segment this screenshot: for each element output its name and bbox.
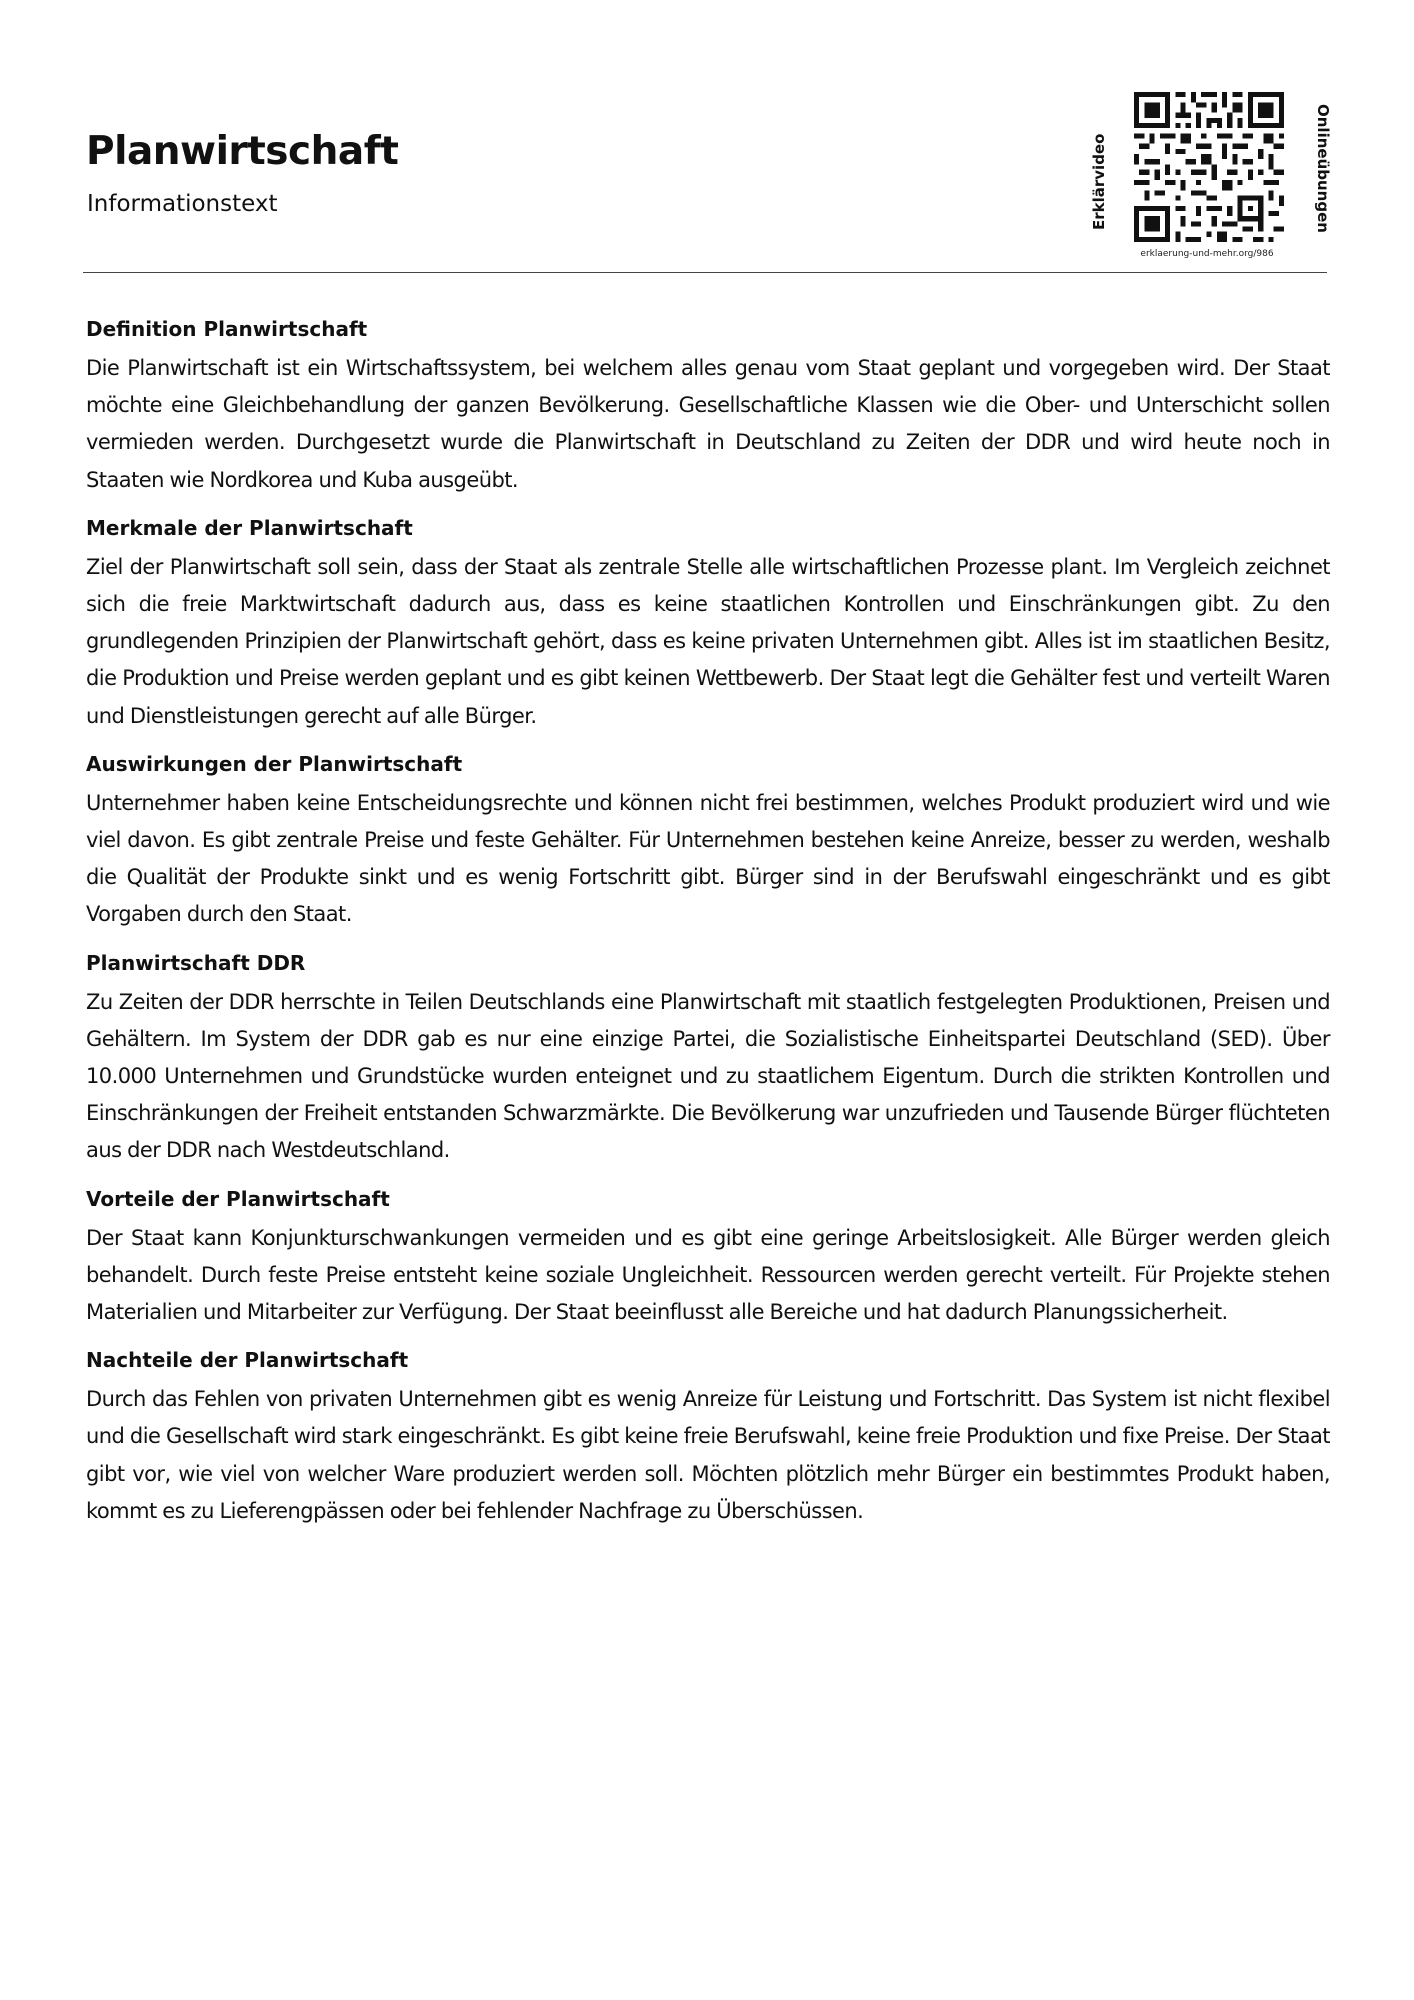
section-ddr	[86, 948, 1330, 1170]
section-vorteile	[86, 1184, 1330, 1332]
section-definition	[86, 314, 1330, 499]
section-nachteile	[86, 1345, 1330, 1530]
section-body: Zu Zeiten der DDR herrschte in Teilen Deutschlands eine Planwirtschaft mit staatlich festgelegten Produktionen, Preisen und Gehältern. Im System der DDR gab es nur eine einzige Partei, die Sozialistische Einheitspartei Deutschland (SED). Über 10.000 Unternehmen und Grundstücke wurden enteignet und zu staatlichem Eigentum. Durch die strikten Kontrollen und Einschränkungen der Freiheit entstanden Schwarzmärkte. Die Bevölkerung war unzufrieden und Tausende Bürger flüchteten aus der DDR nach Westdeutschland.	[86, 989, 1330, 1163]
main-content	[86, 314, 1330, 1544]
qr-url-caption: erklaerung-und-mehr.org/986	[1140, 249, 1274, 259]
section-heading: Planwirtschaft DDR	[86, 950, 306, 975]
section-body: Unternehmer haben keine Entscheidungsrechte und können nicht frei bestimmen, welches Produkt produziert wird und wie viel davon. Es gibt zentrale Preise und feste Gehälter. Für Unternehmen bestehen keine Anreize, besser zu werden, weshalb die Qualität der Produkte sinkt und es wenig Fortschritt gibt. Bürger sind in der Berufswahl eingeschränkt und es gibt Vorgaben durch den Staat.	[86, 790, 1330, 927]
section-merkmale	[86, 513, 1330, 735]
page-subtitle: Informationstext	[87, 191, 278, 217]
page-title: Planwirtschaft	[86, 129, 399, 174]
section-auswirkungen	[86, 749, 1330, 934]
section-body: Der Staat kann Konjunkturschwankungen vermeiden und es gibt eine geringe Arbeitslosigkeit. Alle Bürger werden gleich behandelt. Durch feste Preise entsteht keine soziale Ungleichheit. Ressourcen werden gerecht verteilt. Für Projekte stehen Materialien und Mitarbeiter zur Verfügung. Der Staat beeinflusst alle Bereiche und hat dadurch Planungssicherheit.	[86, 1225, 1330, 1325]
section-body: Ziel der Planwirtschaft soll sein, dass der Staat als zentrale Stelle alle wirtschaftlichen Prozesse plant. Im Vergleich zeichnet sich die freie Marktwirtschaft dadurch aus, dass es keine staatlichen Kontrollen und Einschränkungen gibt. Zu den grundlegenden Prinzipien der Planwirtschaft gehört, dass es keine privaten Unternehmen gibt. Alles ist im staatlichen Besitz, die Produktion und Preise werden geplant und es gibt keinen Wettbewerb. Der Staat legt die Gehälter fest und verteilt Waren und Dienstleistungen gerecht auf alle Bürger.	[86, 554, 1330, 728]
section-body: Die Planwirtschaft ist ein Wirtschaftssystem, bei welchem alles genau vom Staat geplant und vorgegeben wird. Der Staat möchte eine Gleichbehandlung der ganzen Bevölkerung. Gesellschaftliche Klassen wie die Ober- und Unterschicht sollen vermieden werden. Durchgesetzt wurde die Planwirtschaft in Deutschland zu Zeiten der DDR und wird heute noch in Staaten wie Nordkorea und Kuba ausgeübt.	[86, 356, 1330, 492]
qr-left-label: Erklärvideo	[1090, 133, 1108, 230]
section-heading: Definition Planwirtschaft	[86, 317, 368, 341]
section-heading: Auswirkungen der Planwirtschaft	[86, 751, 463, 776]
section-heading: Merkmale der Planwirtschaft	[86, 515, 413, 540]
header-divider	[83, 272, 1327, 273]
section-heading: Vorteile der Planwirtschaft	[86, 1186, 390, 1211]
section-heading: Nachteile der Planwirtschaft	[86, 1348, 409, 1373]
qr-code-icon[interactable]	[1134, 92, 1284, 242]
section-body: Durch das Fehlen von privaten Unternehmen gibt es wenig Anreize für Leistung und Fortschritt. Das System ist nicht flexibel und die Gesellschaft wird stark eingeschränkt. Es gibt keine freie Berufswahl, keine freie Produktion und fixe Preise. Der Staat gibt vor, wie viel von welcher Ware produziert werden soll. Möchten plötzlich mehr Bürger ein bestimmtes Produkt haben, kommt es zu Lieferengpässen oder bei fehlender Nachfrage zu Überschüssen.	[86, 1387, 1330, 1523]
qr-right-label: Onlineübungen	[1314, 104, 1332, 233]
